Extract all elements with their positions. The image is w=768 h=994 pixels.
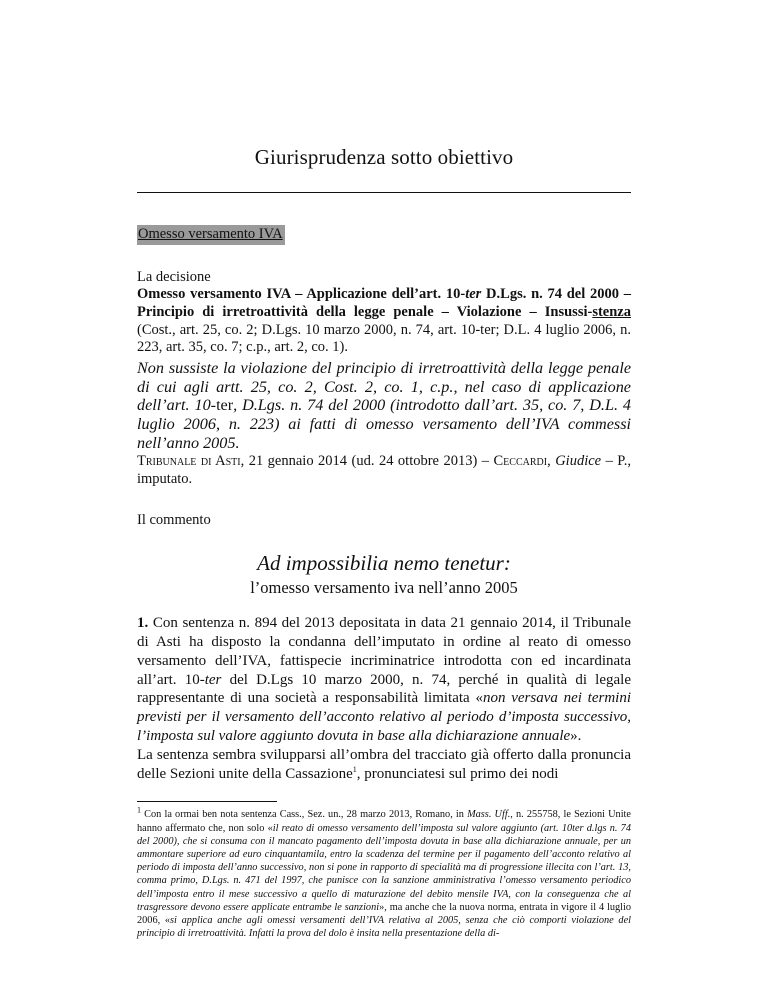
- paragraph-2-text-b: , pronunciatesi sul primo dei nodi: [356, 765, 559, 782]
- paragraph-1: [137, 614, 631, 746]
- decision-heading-part1: Omesso versamento IVA – Applicazione dell’art. 10-: [137, 286, 466, 302]
- content: [137, 268, 631, 940]
- section-label-text: Omesso versamento IVA: [138, 226, 283, 242]
- parties: – P., imputato.: [137, 453, 631, 488]
- decision-refs: (Cost., art. 25, co. 2; D.Lgs. 10 marzo 2000, n. 74, art. 10-ter; D.L. 4 luglio 2006, n. 223, art. 35, co. 7; c.p., art. 2, co. 1).: [137, 321, 631, 356]
- footnote-quote-1: il reato di omesso versamento dell’imposta sul valore aggiunto (art. 10ter d.lgs n. 74 del 2000), che si consuma con il mancato pagamento dell’imposta dovuta in base alla dichiarazione annuale, per un ammontare superiore ad euro cinquantamila, entro la scadenza del termine per il pagamento dell’acconto relativo al periodo di imposta dell’anno successivo, non si pone in rapporto di specialità ma di progressione illecita con l’art. 13, comma primo, D.Lgs. n. 471 del 1997, che punisce con la sanzione amministrativa l’omesso versamento periodico dell’imposta entro il mese successivo a quello di maturazione del debito mensile IVA, con la conseguenza che al trasgressore devono essere applicate entrambe le sanzioni: [137, 822, 631, 913]
- paragraph-1-ter: ter: [204, 671, 222, 688]
- decision-heading-part3: stenza: [592, 303, 631, 320]
- judge-name: Ceccardi: [493, 453, 548, 470]
- decision-label: La decisione: [137, 269, 211, 285]
- massima-ter: ter: [216, 396, 234, 415]
- court-reference: Tribunale di Asti, 21 gennaio 2014 (ud. 24 ottobre 2013) – Ceccardi, Giudice – P., imputato.: [137, 453, 631, 488]
- footnote-1: [137, 805, 632, 940]
- footnote-mass: Mass. Uff.: [467, 809, 511, 821]
- header-rule: [137, 192, 631, 193]
- commento-label: Il commento: [137, 512, 211, 529]
- paragraph-1-text-a: Con sentenza n. 894 del 2013 depositata in data 21 gennaio 2014, il Tribunale di Asti ha disposto la condanna dell’imputato in ordine al reato di omesso versamento dell’IVA, fattispecie incriminatrice introdotta con ed incardinata all’art. 10-: [137, 615, 631, 688]
- decision-heading: [137, 286, 631, 357]
- paragraph-1-quote: non versava nei termini previsti per il versamento dell’acconto relativo al periodo d’imposta successivo, l’imposta sul valore aggiunto dovuta in base alla dichiarazione annuale: [137, 690, 631, 744]
- decision-heading-ter: ter: [465, 286, 482, 302]
- paragraph-1-text-c: ».: [570, 727, 582, 744]
- paragraph-1-number: 1.: [137, 615, 149, 632]
- decision-heading-part2: D.Lgs. n. 74 del 2000 – Principio di irretroattività della legge penale – Violazione – Insussi-: [137, 286, 631, 320]
- footnote-rule: [137, 801, 277, 802]
- footnote-ref[interactable]: 1: [352, 764, 357, 774]
- footnote-number: 1: [137, 805, 141, 815]
- article-title: Ad impossibilia nemo tenetur:: [257, 551, 511, 576]
- judge-role: Giudice: [555, 453, 602, 470]
- footnote-text-b: , n. 255758, le Sezioni Unite hanno affermato che, non solo «: [137, 809, 631, 834]
- section-label: [137, 225, 285, 245]
- footnote-quote-2: si applica anche agli omessi versamenti dell’IVA relativa al 2005, senza che ciò comporti violazione del principio di irretroattività. Infatti la prova del dolo è insita nella presentazione della di-: [137, 914, 632, 940]
- massima-part1: Non sussiste la violazione del principio di irretroattività della legge penale di cui agli artt. 25, co. 2, Cost. 2, co. 1, c.p., nel caso di applicazione dell’art. 10-: [137, 359, 631, 415]
- court-date: , 21 gennaio 2014 (ud. 24 ottobre 2013) –: [240, 453, 494, 470]
- footnote-text-c: », ma anche che la nuova norma, entrata in vigore il 4 luglio 2006, «: [137, 901, 631, 926]
- article-body: [137, 614, 631, 783]
- footnote-text-a: Con la ormai ben nota sentenza Cass., Sez. un., 28 marzo 2013, Romano, in: [141, 809, 468, 821]
- paragraph-1-text-b: del D.Lgs 10 marzo 2000, n. 74, perché in qualità di legale rappresentante di una società a responsabilità limitata «: [137, 671, 631, 707]
- massima-part2: , D.Lgs. n. 74 del 2000 (introdotto dall’art. 35, co. 7, D.L. 4 luglio 2006, n. 223) ai fatti di omesso versamento dell’IVA commessi nell’anno 2005.: [137, 396, 631, 452]
- paragraph-2-text-a: La sentenza sembra svilupparsi all’ombra del tracciato già offerto dalla pronuncia delle Sezioni unite della Cassazione: [137, 746, 631, 782]
- paragraph-2: [137, 746, 631, 784]
- article-subtitle: l’omesso versamento iva nell’anno 2005: [250, 578, 518, 598]
- decision-massima: [137, 359, 631, 452]
- court-name: Tribunale di Asti: [137, 453, 241, 470]
- header-title: Giurisprudenza sotto obiettivo: [254, 145, 514, 169]
